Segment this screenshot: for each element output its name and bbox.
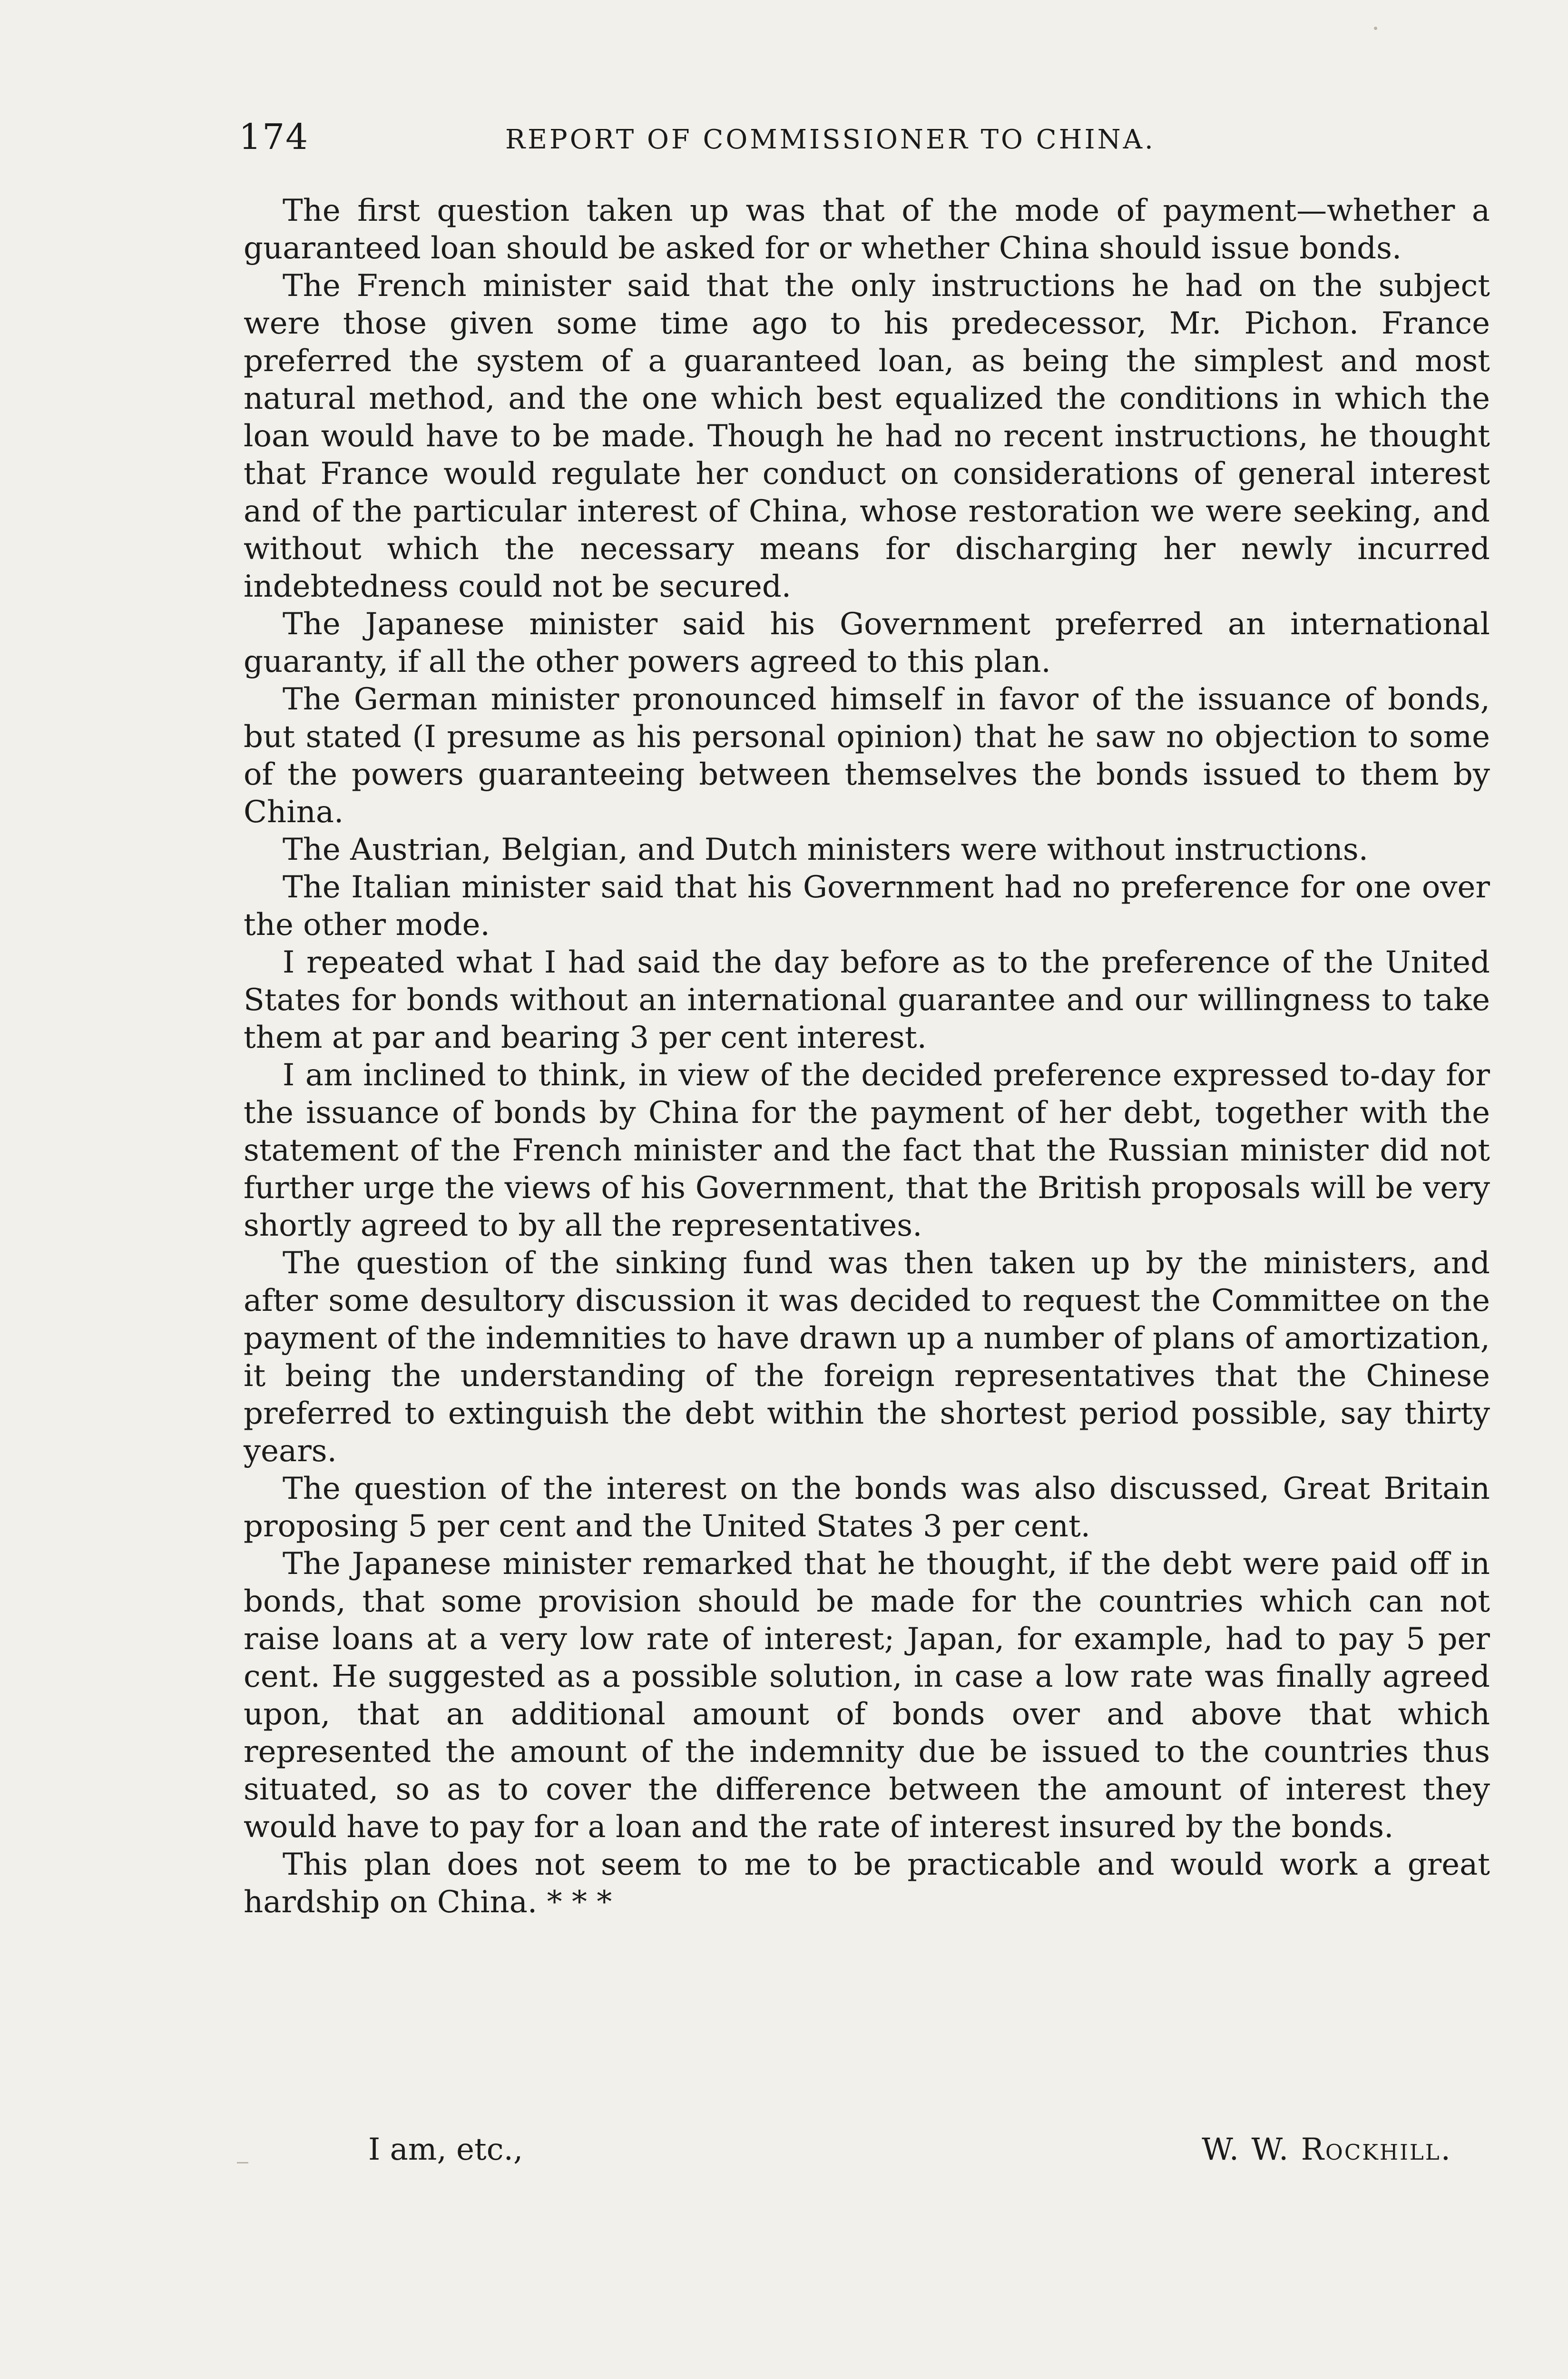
- paragraph: I am inclined to think, in view of the decided preference expressed to-day for the issuance of bonds by China for the payment of her debt, together with the statement of the French minister and the fact that the Russian minister did not further urge the views of his Government, that the British proposals will be very shortly agreed to by all the representatives.: [244, 1058, 1490, 1243]
- running-title: REPORT OF COMMISSIONER TO CHINA.: [505, 124, 1156, 155]
- scan-speck: [237, 2162, 248, 2163]
- page-number: 174: [239, 117, 309, 157]
- paragraph: The question of the interest on the bonds was also discussed, Great Britain proposing 5 per cent and the United States 3 per cent.: [244, 1471, 1490, 1544]
- paragraph: The Japanese minister said his Government preferred an international guaranty, if all the other powers agreed to this plan.: [244, 607, 1490, 679]
- page-header: [239, 113, 1523, 161]
- paragraph: The question of the sinking fund was then taken up by the ministers, and after some desultory discussion it was decided to request the Committee on the payment of the indemnities to have drawn up a number of plans of amortization, it being the understanding of the foreign representatives that the Chinese preferred to extinguish the debt within the shortest period possible, say thirty years.: [244, 1246, 1490, 1469]
- paragraph: The French minister said that the only instructions he had on the subject were those given some time ago to his predecessor, Mr. Pichon. France preferred the system of a guaranteed loan, as being the simplest and most natural method, and the one which best equalized the conditions in which the loan would have to be made. Though he had no recent instructions, he thought that France would regulate her conduct on considerations of general interest and of the particular interest of China, whose restoration we were seeking, and without which the necessary means for discharging her newly incurred indebtedness could not be secured.: [244, 268, 1490, 604]
- paragraph: The Italian minister said that his Government had no preference for one over the other mode.: [244, 870, 1490, 943]
- closing-block: [244, 2131, 1490, 2170]
- paragraph: This plan does not seem to me to be practicable and would work a great hardship on China. * * *: [244, 1847, 1490, 1920]
- scan-speck: [1374, 27, 1377, 30]
- paragraph: I repeated what I had said the day before as to the preference of the United States for bonds without an international guarantee and our willingness to take them at par and bearing 3 per cent interest.: [244, 945, 1490, 1055]
- paragraph: The Japanese minister remarked that he thought, if the debt were paid off in bonds, that some provision should be made for the countries which can not raise loans at a very low rate of interest; Japan, for example, had to pay 5 per cent. He suggested as a possible solution, in case a low rate was finally agreed upon, that an additional amount of bonds over and above that which represented the amount of the indemnity due be issued to the countries thus situated, so as to cover the difference between the amount of interest they would have to pay for a loan and the rate of interest insured by the bonds.: [244, 1546, 1490, 1845]
- paragraph: The German minister pronounced himself in favor of the issuance of bonds, but stated (I presume as his personal opinion) that he saw no objection to some of the powers guaranteeing between themselves the bonds issued to them by China.: [244, 682, 1490, 830]
- body-text: [244, 192, 1490, 1921]
- paragraph: The first question taken up was that of the mode of payment—whether a guaranteed loan should be asked for or whether China should issue bonds.: [244, 193, 1490, 266]
- paragraph: The Austrian, Belgian, and Dutch ministers were without instructions.: [283, 832, 1369, 867]
- salutation: I am, etc.,: [368, 2132, 523, 2167]
- signature: W. W. Rockhill.: [1202, 2132, 1452, 2167]
